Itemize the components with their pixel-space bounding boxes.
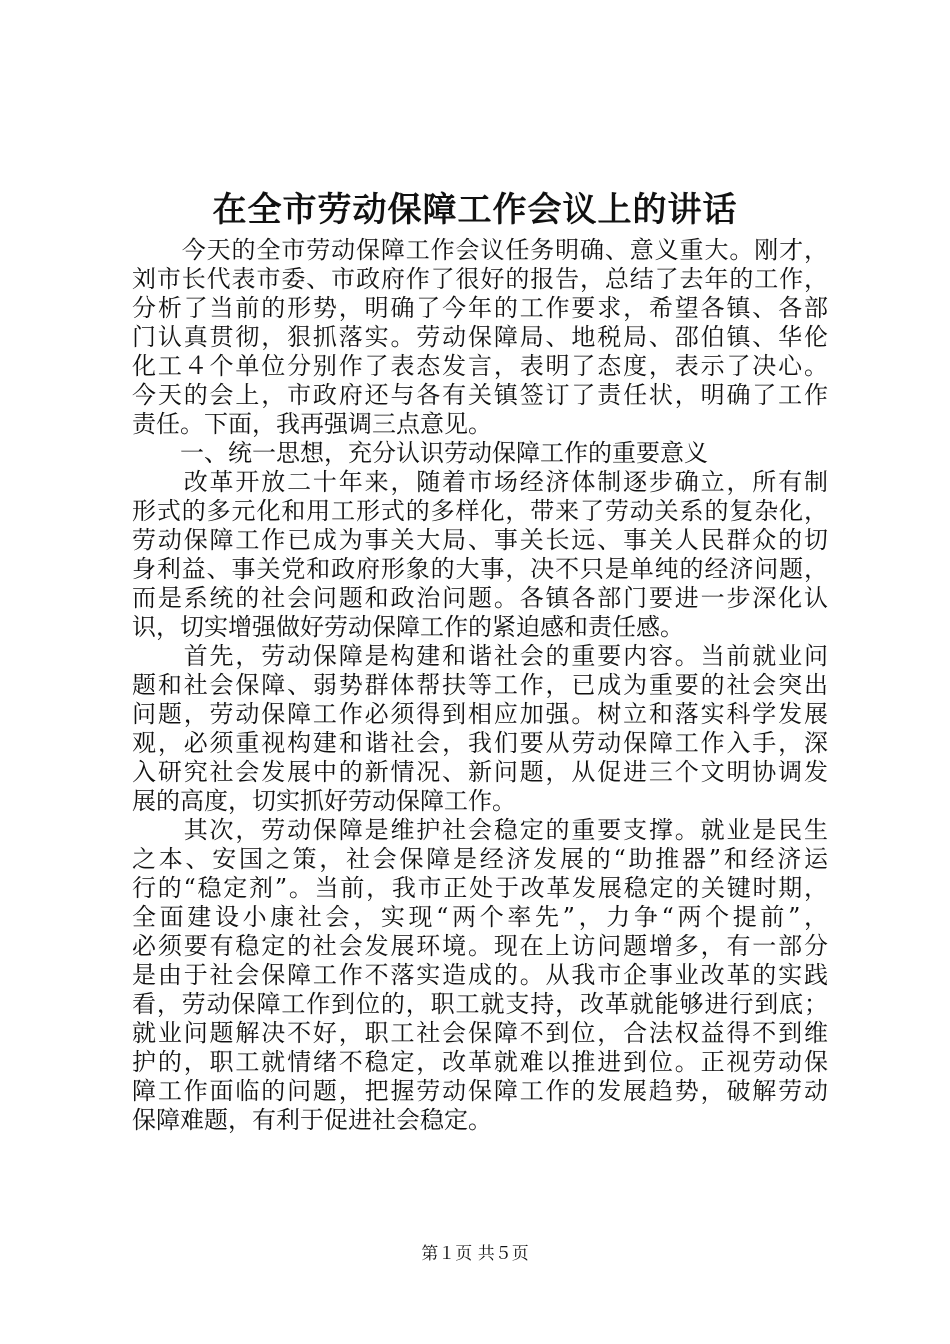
text-line: 保障难题，有利于促进社会稳定。 bbox=[132, 1106, 492, 1134]
text-line: 是由于社会保障工作不落实造成的。从我市企事业改革的实践 bbox=[132, 961, 828, 989]
text-line: 入研究社会发展中的新情况、新问题，从促进三个文明协调发 bbox=[132, 758, 828, 786]
text-line: 首先，劳动保障是构建和谐社会的重要内容。当前就业问 bbox=[132, 642, 828, 670]
text-line: 今天的全市劳动保障工作会议任务明确、意义重大。刚才， bbox=[132, 236, 828, 264]
text-line: 行的“稳定剂”。当前，我市正处于改革发展稳定的关键时期， bbox=[132, 874, 828, 902]
document-body bbox=[132, 236, 828, 1135]
text-line: 护的，职工就情绪不稳定，改革就难以推进到位。正视劳动保 bbox=[132, 1048, 828, 1076]
text-line: 问题，劳动保障工作必须得到相应加强。树立和落实科学发展 bbox=[132, 700, 828, 728]
text-line: 展的高度，切实抓好劳动保障工作。 bbox=[132, 787, 516, 815]
text-line: 而是系统的社会问题和政治问题。各镇各部门要进一步深化认 bbox=[132, 584, 828, 612]
text-line: 题和社会保障、弱势群体帮扶等工作，已成为重要的社会突出 bbox=[132, 671, 828, 699]
page-indicator: 第１页 共５页 bbox=[421, 1244, 529, 1264]
text-line: 形式的多元化和用工形式的多样化，带来了劳动关系的复杂化， bbox=[132, 497, 828, 525]
text-line: 刘市长代表市委、市政府作了很好的报告，总结了去年的工作， bbox=[132, 265, 828, 293]
text-line: 障工作面临的问题，把握劳动保障工作的发展趋势，破解劳动 bbox=[132, 1077, 828, 1105]
text-line: 必须要有稳定的社会发展环境。现在上访问题增多，有一部分 bbox=[132, 932, 828, 960]
text-line: 改革开放二十年来，随着市场经济体制逐步确立，所有制 bbox=[132, 468, 828, 496]
text-line: 今天的会上，市政府还与各有关镇签订了责任状，明确了工作 bbox=[132, 381, 828, 409]
text-line: 识，切实增强做好劳动保障工作的紧迫感和责任感。 bbox=[132, 613, 684, 641]
text-line: 全面建设小康社会，实现“两个率先”，力争“两个提前”， bbox=[132, 903, 828, 931]
text-line: 责任。下面，我再强调三点意见。 bbox=[132, 410, 492, 438]
text-line: 化工４个单位分别作了表态发言，表明了态度，表示了决心。 bbox=[132, 352, 828, 380]
text-line: 身利益、事关党和政府形象的大事，决不只是单纯的经济问题， bbox=[132, 555, 828, 583]
text-line: 观，必须重视构建和谐社会，我们要从劳动保障工作入手，深 bbox=[132, 729, 828, 757]
text-line: 劳动保障工作已成为事关大局、事关长远、事关人民群众的切 bbox=[132, 526, 828, 554]
text-line: 之本、安国之策，社会保障是经济发展的“助推器”和经济运 bbox=[132, 845, 828, 873]
document-title: 在全市劳动保障工作会议上的讲话 bbox=[212, 190, 738, 230]
text-line: 看，劳动保障工作到位的，职工就支持，改革就能够进行到底； bbox=[132, 990, 828, 1018]
text-line: 分析了当前的形势，明确了今年的工作要求，希望各镇、各部 bbox=[132, 294, 828, 322]
text-line: 就业问题解决不好，职工社会保障不到位，合法权益得不到维 bbox=[132, 1019, 828, 1047]
text-line: 一、统一思想，充分认识劳动保障工作的重要意义 bbox=[132, 439, 708, 467]
text-line: 其次，劳动保障是维护社会稳定的重要支撑。就业是民生 bbox=[132, 816, 828, 844]
text-line: 门认真贯彻，狠抓落实。劳动保障局、地税局、邵伯镇、华伦 bbox=[132, 323, 828, 351]
